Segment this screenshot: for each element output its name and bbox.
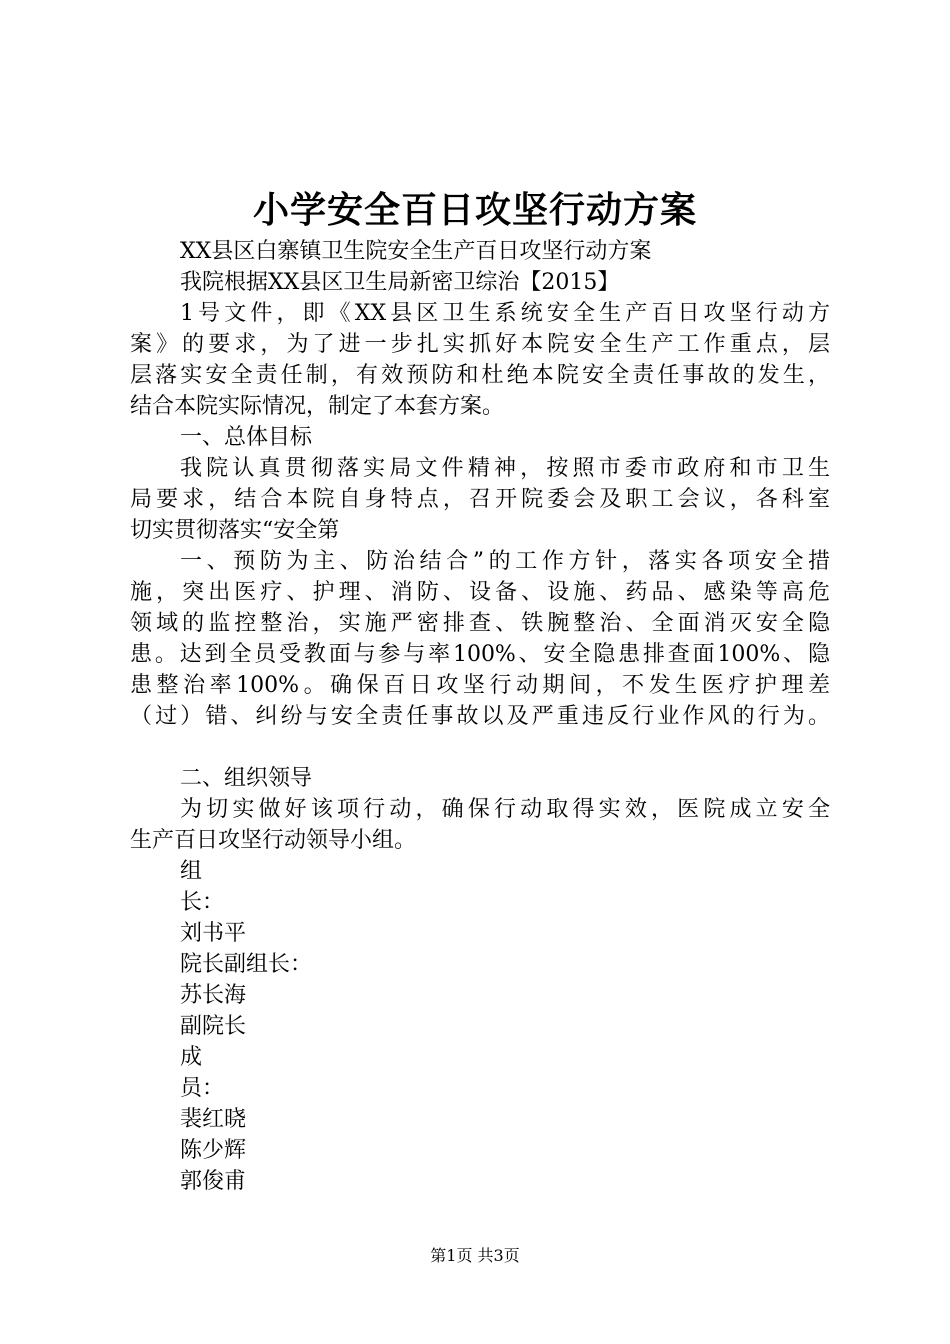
- text-line: 院长副组长：: [180, 952, 313, 977]
- text-line: 生产百日攻坚行动领导小组。: [130, 828, 417, 853]
- text-line: 患。达到全员受教面与参与率100%、安全隐患排查面100%、隐: [130, 642, 830, 667]
- text-line: 患整治率100%。确保百日攻坚行动期间，不发生医疗护理差: [130, 673, 830, 698]
- text-line: 组: [180, 859, 203, 884]
- text-line: 副院长: [180, 1014, 247, 1039]
- paragraph-gap: [130, 732, 830, 763]
- page-footer: 第1页 共3页: [430, 1246, 520, 1265]
- text-line: 一、预防为主、防治结合”的工作方针，落实各项安全措: [180, 549, 830, 574]
- text-line: 陈少辉: [180, 1138, 247, 1163]
- text-line: 局要求，结合本院自身特点，召开院委会及职工会议，各科室: [130, 487, 830, 512]
- text-line: 案》的要求，为了进一步扎实抓好本院安全生产工作重点，层: [130, 332, 830, 357]
- text-line: XX县区白寨镇卫生院安全生产百日攻坚行动方案: [180, 239, 652, 264]
- document-body: [130, 236, 830, 1197]
- text-line: 切实贯彻落实“安全第: [130, 518, 340, 543]
- section-heading: 二、组织领导: [180, 766, 313, 791]
- text-line: 苏长海: [180, 983, 247, 1008]
- document-title: 小学安全百日攻坚行动方案: [252, 189, 697, 231]
- text-line: 为切实做好该项行动，确保行动取得实效，医院成立安全: [180, 797, 830, 822]
- text-line: 刘书平: [180, 921, 247, 946]
- text-line: 员：: [180, 1076, 225, 1101]
- text-line: 领域的监控整治，实施严密排查、铁腕整治、全面消灭安全隐: [130, 611, 830, 636]
- text-line: 长：: [180, 890, 225, 915]
- text-line: 施，突出医疗、护理、消防、设备、设施、药品、感染等高危: [130, 580, 830, 605]
- text-line: 层落实安全责任制，有效预防和杜绝本院安全责任事故的发生，: [130, 363, 830, 388]
- text-line: 1号文件，即《XX县区卫生系统安全生产百日攻坚行动方: [180, 301, 830, 326]
- text-line: 成: [180, 1045, 203, 1070]
- section-heading: 一、总体目标: [180, 425, 313, 450]
- text-line: 我院根据XX县区卫生局新密卫综治【2015】: [180, 270, 620, 295]
- text-line: 郭俊甫: [180, 1169, 247, 1194]
- text-line: 我院认真贯彻落实局文件精神，按照市委市政府和市卫生: [180, 456, 830, 481]
- text-line: 裴红晓: [180, 1107, 247, 1132]
- text-line: （过）错、纠纷与安全责任事故以及严重违反行业作风的行为。: [130, 704, 830, 729]
- text-line: 结合本院实际情况，制定了本套方案。: [130, 394, 505, 419]
